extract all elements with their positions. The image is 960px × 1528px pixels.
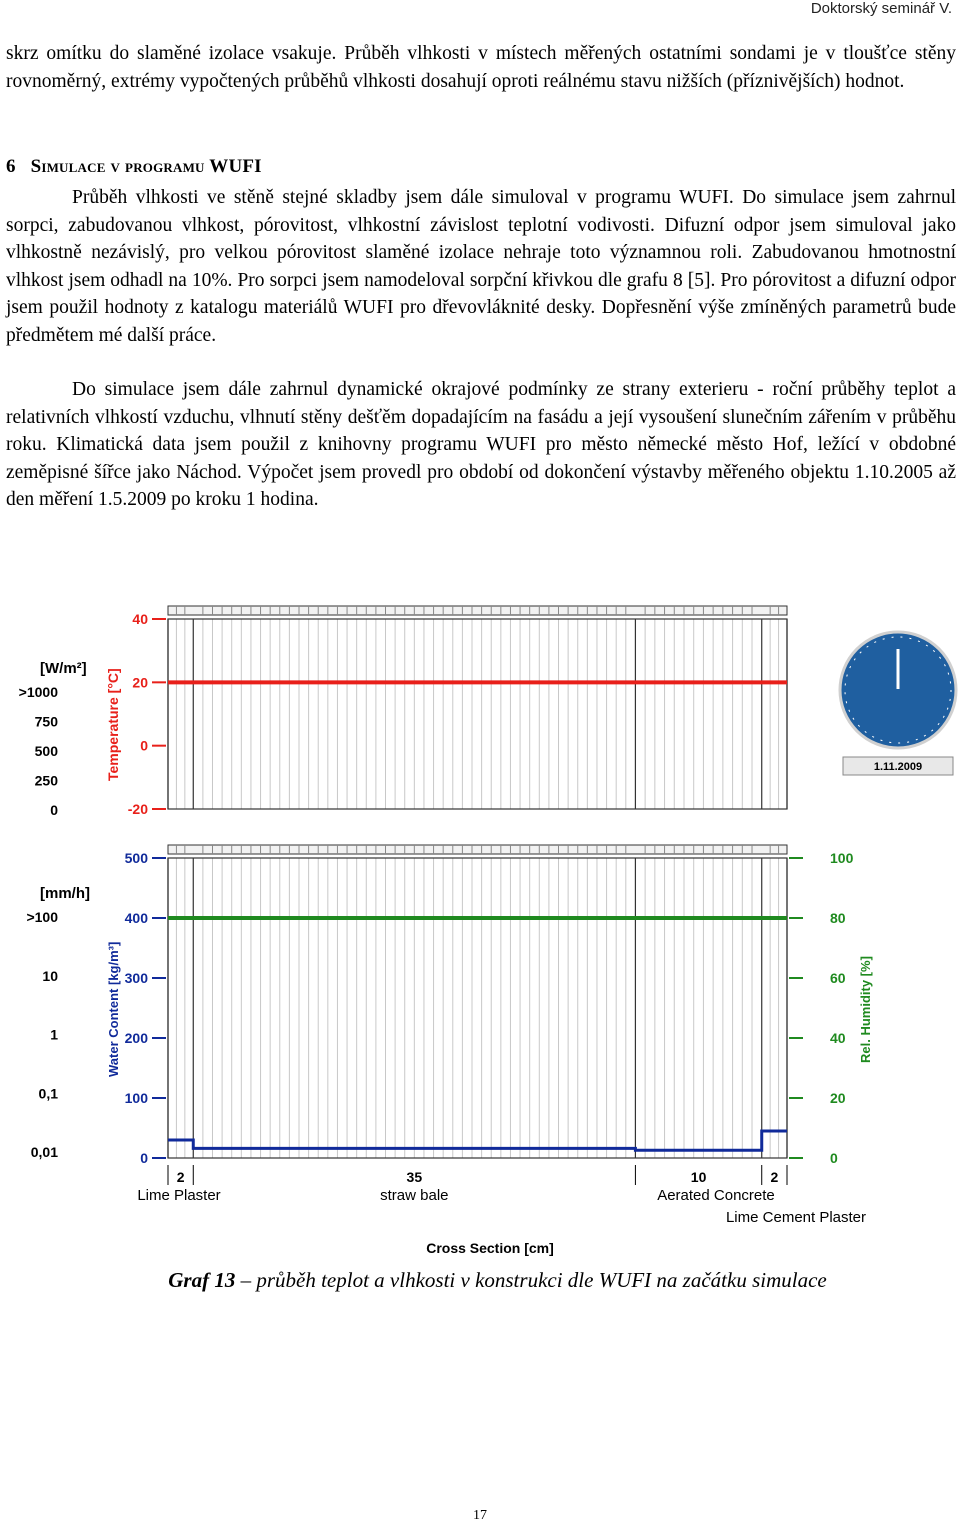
page-number: 17 (473, 1508, 487, 1523)
body-paragraph-2: Do simulace jsem dále zahrnul dynamické okrajové podmínky ze strany exterieru - roční průběhy teplot a relativních vlhkostí vzduchu, vlhnutí stěny dešťěm dopadajícím na fasádu a její vysoušení slunečním zářením v průběhu roku. Klimatická data jsem použil z knihovny programu WUFI pro město německé město Hof, ležící v obdobné zeměpisné šířce jako Náchod. Výpočet jsem provedl pro období od dokončení výstavby měřeného objektu 1.10.2005 až den měření 1.5.2009 po kroku 1 hodina. (6, 379, 956, 510)
radiation-tick-label: 0 (50, 802, 58, 818)
layer-name-label: straw bale (380, 1187, 449, 1204)
temperature-axis-label: Temperature [°C] (105, 668, 121, 781)
rain-tick-label: 1 (50, 1026, 58, 1043)
wufi-figure (0, 565, 960, 1265)
rain-tick-label: 10 (42, 967, 58, 984)
x-axis-label: Cross Section [cm] (426, 1240, 554, 1256)
temperature-tick-label: 40 (132, 611, 148, 627)
rel-humidity-tick-label: 40 (830, 1030, 846, 1046)
radiation-tick-label: 500 (34, 743, 58, 759)
water-content-tick-label: 100 (124, 1090, 148, 1106)
layer-thickness-label: 2 (176, 1169, 185, 1185)
rain-tick-label: 0,1 (38, 1085, 58, 1102)
layer-name-label: Lime Plaster (137, 1187, 221, 1204)
date-label: 1.11.2009 (873, 761, 923, 773)
intro-paragraph: skrz omítku do slaměné izolace vsakuje. Průběh vlhkosti v místech měřených ostatními sondami je v tloušťce stěny rovnoměrný, extrémy vypočtených průběhů vlhkosti dosahují oproti reálnému stavu nižších (příznivějších) hodnot. (6, 43, 956, 92)
water-content-tick-label: 400 (124, 910, 148, 926)
body-paragraph-1: Průběh vlhkosti ve stěně stejné skladby jsem dále simuloval v programu WUFI. Do simulace jsem zahrnul sorpci, zabudovanou vlhkost, pórovitost, vlhkostní závislost teplotní vodivosti. Difuzní odpor jsem simuloval jako vlhkostně nezávislý, pro velkou pórovitost slaměné izolace nehraje toto významnou roli. Zabudovanou hmotnostní vlhkost jsem odhadl na 10%. Pro sorpci jsem namodeloval sorpční křivkou dle grafu 8 [5]. Pro pórovitost a difuzní odpor jsem použil hodnoty z katalogu materiálů WUFI pro dřevovláknité desky. Dopřesnění výše zmíněných parametrů bude předmětem mé další práce. (6, 187, 956, 346)
clock-icon (840, 632, 956, 748)
rain-tick-label: 0,01 (30, 1144, 58, 1160)
water-content-tick-label: 0 (140, 1150, 148, 1166)
layer-thickness-label: 2 (770, 1169, 779, 1185)
section-heading (6, 156, 262, 178)
temperature-tick-label: 0 (140, 737, 148, 754)
layer-name-label: Lime Cement Plaster (725, 1209, 867, 1226)
section-title: Simulace v programu WUFI (30, 156, 262, 177)
section-number: 6 (6, 156, 16, 177)
temperature-tick-label: -20 (127, 801, 148, 817)
rel-humidity-axis-label: Rel. Humidity [%] (858, 956, 873, 1063)
figure-caption: Graf 13 – průběh teplot a vlhkosti v konstrukci dle WUFI na začátku simulace (168, 1268, 827, 1292)
caption-text: průběh teplot a vlhkosti v konstrukci dle WUFI na začátku simulace (256, 1268, 827, 1292)
rel-humidity-tick-label: 60 (830, 970, 846, 986)
rel-humidity-tick-label: 80 (830, 910, 846, 926)
rain-unit: [mm/h] (40, 885, 90, 902)
radiation-tick-label: >1000 (18, 684, 58, 700)
rain-tick-label: >100 (26, 909, 58, 925)
water-content-tick-label: 300 (124, 970, 148, 986)
water-content-axis-label: Water Content [kg/m³] (106, 941, 121, 1077)
rel-humidity-tick-label: 100 (830, 850, 854, 866)
temperature-tick-label: 20 (132, 674, 148, 691)
caption-label: Graf 13 (168, 1268, 236, 1292)
layer-name-label: Aerated Concrete (657, 1187, 775, 1204)
radiation-tick-label: 750 (34, 713, 58, 730)
rel-humidity-tick-label: 20 (830, 1090, 846, 1106)
layer-thickness-label: 35 (406, 1169, 423, 1185)
water-content-tick-label: 500 (124, 850, 148, 866)
wufi-chart (0, 565, 960, 1265)
running-header: Doktorský seminář V. (810, 0, 952, 17)
rel-humidity-tick-label: 0 (830, 1150, 838, 1166)
water-content-tick-label: 200 (124, 1030, 148, 1046)
layer-thickness-label: 10 (690, 1169, 707, 1185)
radiation-tick-label: 250 (34, 772, 58, 789)
top-left-unit: [W/m²] (40, 660, 87, 677)
